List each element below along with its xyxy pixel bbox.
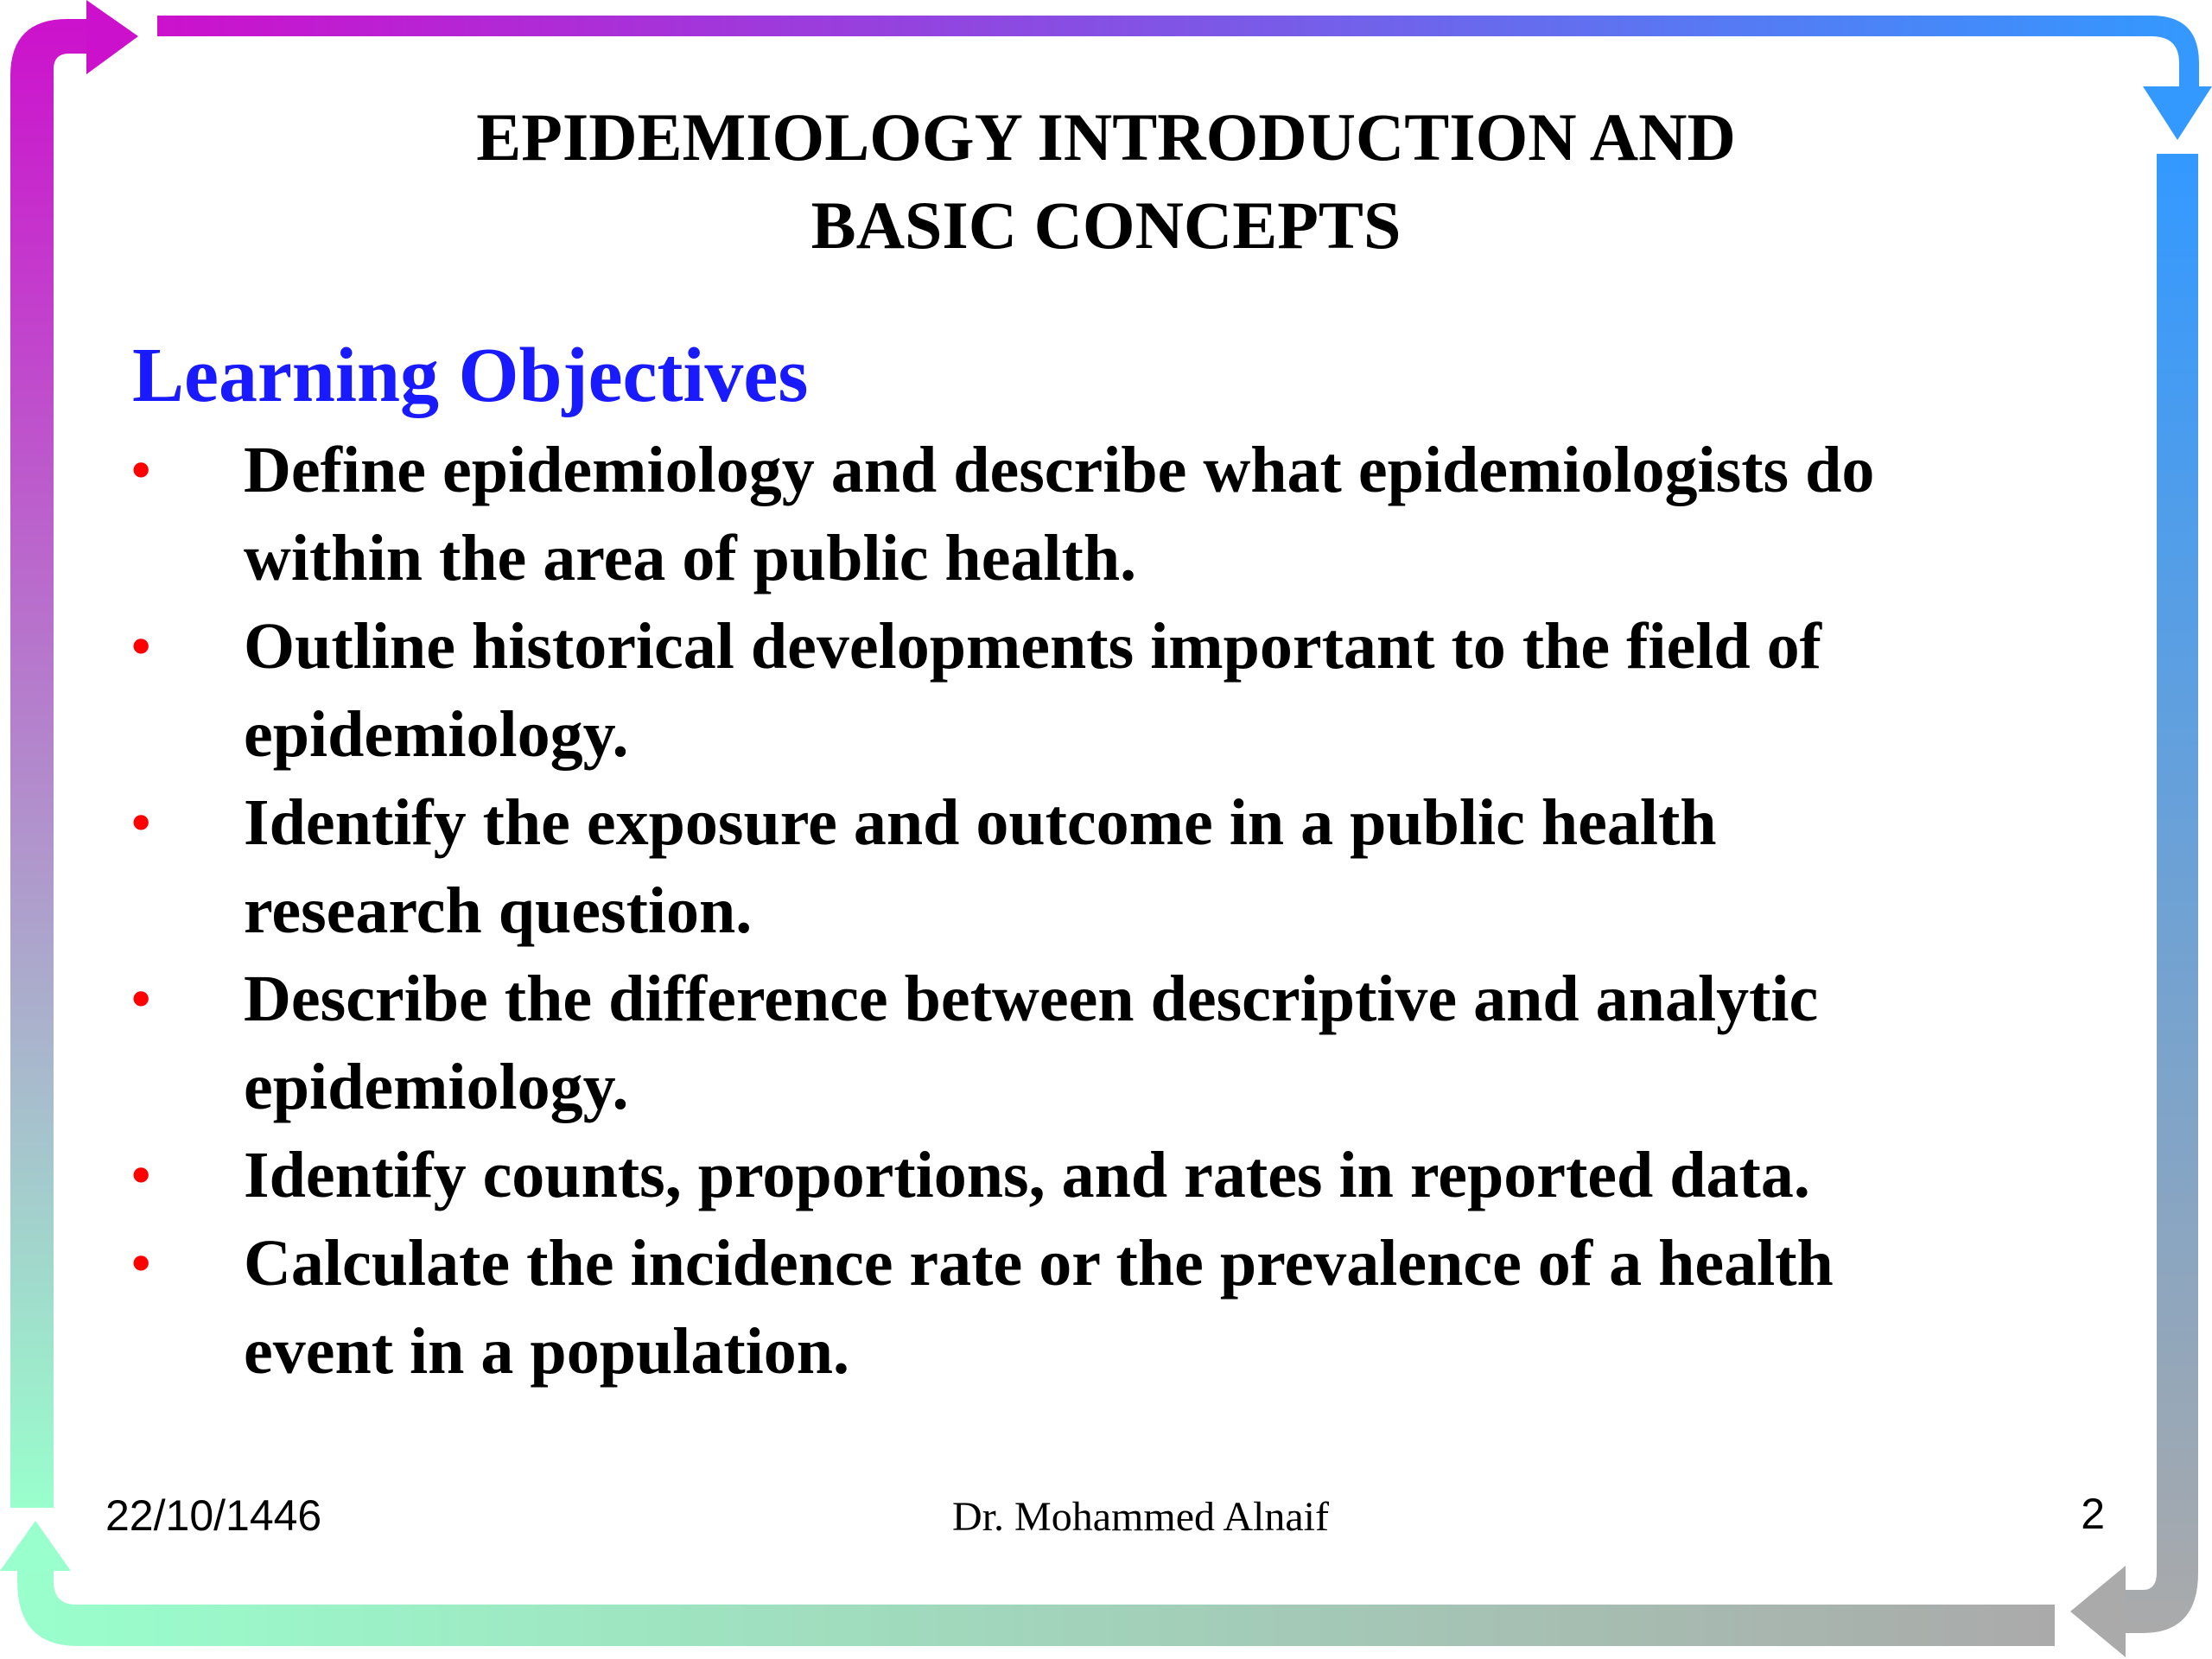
slide-title-line-1: EPIDEMIOLOGY INTRODUCTION AND [476,99,1736,175]
bullet-icon: • [131,968,151,1029]
bullet-icon: • [131,439,151,500]
list-item [130,1219,2117,1395]
learning-objectives-heading: Learning Objectives [132,333,809,418]
objective-line: Outline historical developments important to the field of [244,610,1821,683]
bullet-icon: • [131,791,151,853]
page-number: 2 [2081,1490,2105,1538]
list-item [130,1131,2117,1219]
objective-line: within the area of public health. [244,522,1137,594]
list-item [130,602,2117,779]
objective-line: Describe the difference between descriptive and analytic [244,963,1819,1035]
bullet-icon: • [131,615,151,677]
objectives-list [130,426,2117,1395]
objective-line: event in a population. [244,1315,850,1388]
list-item [130,779,2117,955]
objective-line: Calculate the incidence rate or the prevalence of a health [244,1227,1834,1300]
list-item [130,955,2117,1131]
objective-line: Define epidemiology and describe what epidemiologists do [244,434,1875,506]
objective-line: epidemiology. [244,1051,629,1123]
bullet-icon: • [131,1144,151,1205]
objective-line: Identify counts, proportions, and rates in reported data. [244,1139,1810,1211]
bullet-icon: • [131,1232,151,1294]
slide-title-line-2: BASIC CONCEPTS [810,188,1402,263]
footer-date: 22/10/1446 [105,1491,322,1540]
objective-line: research question. [244,874,753,947]
list-item [130,426,2117,602]
objective-line: Identify the exposure and outcome in a public health [244,786,1717,859]
slide-title [0,93,2212,270]
footer-author: Dr. Mohammed Alnaif [952,1494,1329,1540]
objective-line: epidemiology. [244,698,629,771]
